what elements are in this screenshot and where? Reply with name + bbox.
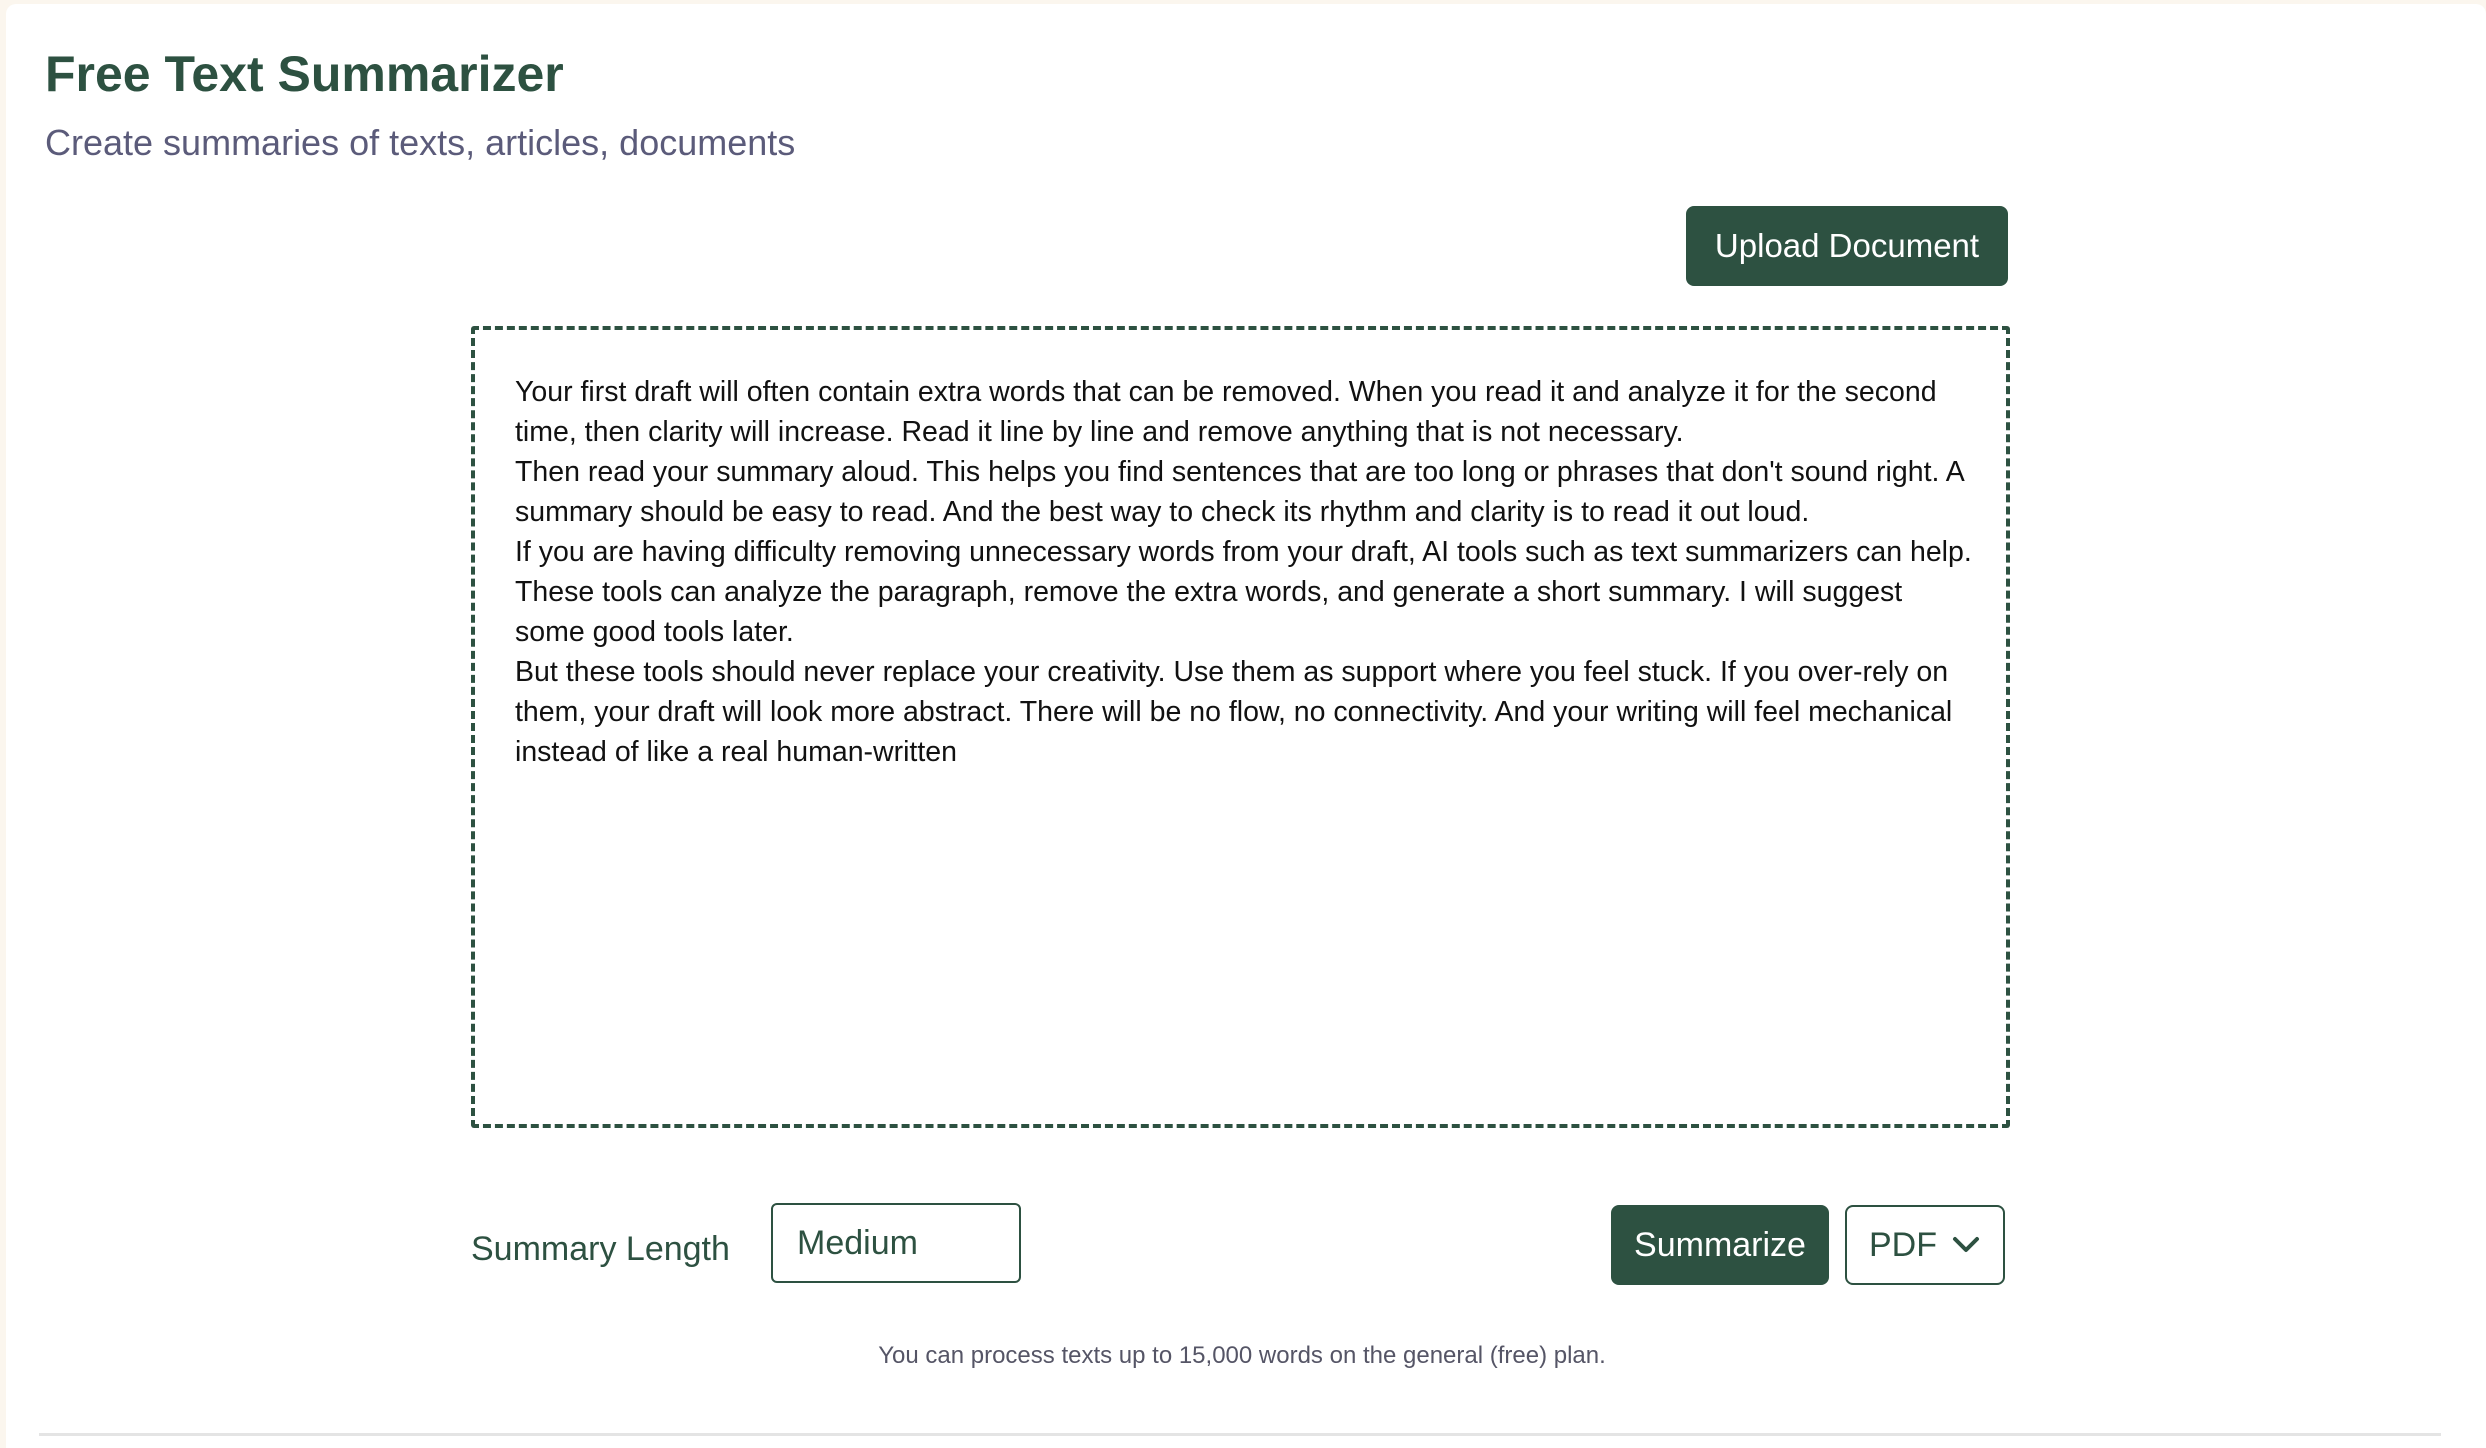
page-subtitle: Create summaries of texts, articles, documents <box>45 122 796 163</box>
page-title: Free Text Summarizer <box>45 46 564 102</box>
format-dropdown[interactable] <box>1845 1205 2005 1285</box>
chevron-down-icon <box>1951 1233 1981 1257</box>
summarize-button[interactable]: Summarize <box>1611 1205 1829 1285</box>
upload-document-button[interactable]: Upload Document <box>1686 206 2008 286</box>
plan-limit-note <box>0 1342 2486 1370</box>
summary-length-label: Summary Length <box>471 1230 730 1268</box>
text-dropzone[interactable] <box>471 326 2010 1128</box>
format-dropdown-label: PDF <box>1869 1226 1937 1264</box>
plan-limit-text: You can process texts up to 15,000 words on the general (free) plan. <box>878 1342 1606 1369</box>
divider <box>39 1433 2441 1436</box>
text-input[interactable] <box>515 372 1975 1092</box>
summary-length-select[interactable]: Medium <box>771 1203 1021 1283</box>
